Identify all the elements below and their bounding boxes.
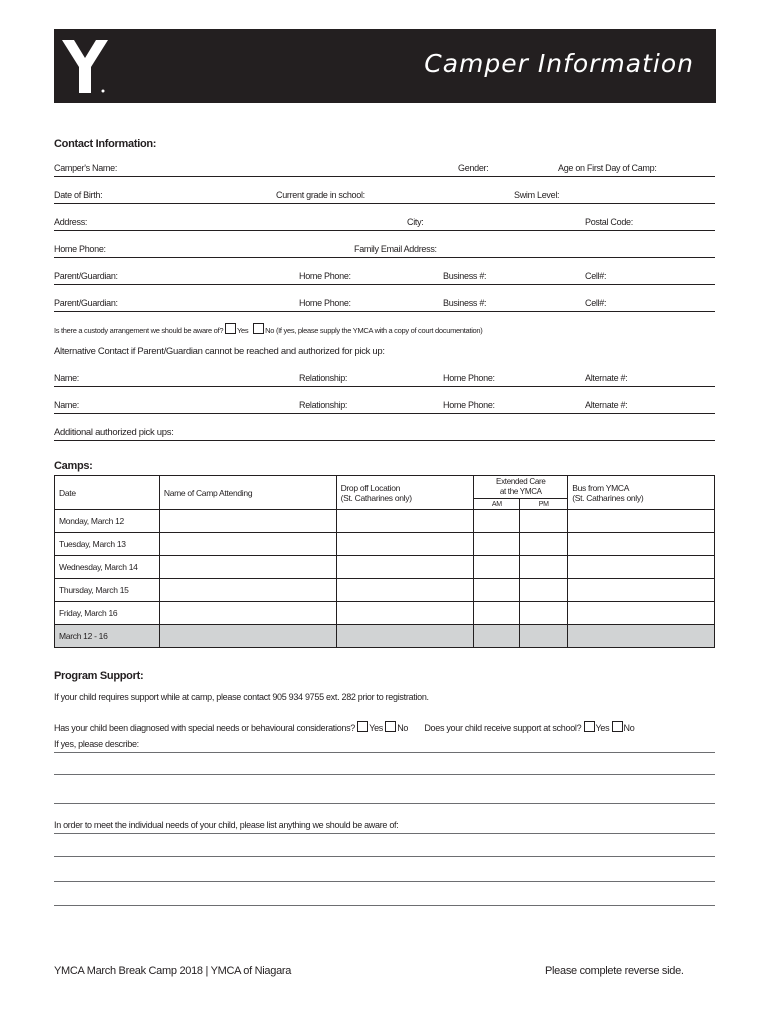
dropoff-cell[interactable]: [336, 625, 474, 648]
pm-cell[interactable]: [520, 556, 568, 579]
bus-cell[interactable]: [568, 602, 715, 625]
campers-name-label: Camper's Name:: [54, 163, 118, 173]
parent1-cell-label: Cell#:: [585, 271, 607, 281]
am-cell[interactable]: [474, 579, 520, 602]
am-cell[interactable]: [474, 533, 520, 556]
parent2-home-label: Home Phone:: [299, 298, 351, 308]
parent2-cell-label: Cell#:: [585, 298, 607, 308]
camps-section-title: Camps:: [54, 460, 93, 472]
describe-line-1[interactable]: [54, 752, 715, 753]
col-bus-line1: Bus from YMCA: [572, 482, 630, 493]
table-row-full-week: [55, 625, 715, 648]
alt1-line[interactable]: [54, 386, 715, 387]
school-no-label: No: [623, 723, 635, 733]
parent1-home-label: Home Phone:: [299, 271, 351, 281]
parent2-business-label: Business #:: [443, 298, 487, 308]
custody-row: [54, 323, 483, 335]
alt1-home-label: Home Phone:: [443, 373, 495, 383]
col-ext-line1: Extended Care: [496, 477, 546, 486]
diagnosed-yes-label: Yes: [369, 723, 384, 733]
dropoff-cell[interactable]: [336, 602, 474, 625]
col-date-header: Date: [55, 476, 160, 510]
camp-name-cell[interactable]: [159, 556, 336, 579]
col-dropoff-line1: Drop off Location: [340, 482, 401, 493]
dropoff-cell[interactable]: [336, 533, 474, 556]
table-row: [55, 602, 715, 625]
support-contact-line: If your child requires support while at camp, please contact 905 934 9755 ext. 282 prior to registration.: [54, 692, 429, 702]
grade-label: Current grade in school:: [276, 190, 365, 200]
dob-label: Date of Birth:: [54, 190, 103, 200]
alt2-name-label: Name:: [54, 400, 80, 410]
custody-note: (If yes, please supply the YMCA with a copy of court documentation): [275, 326, 483, 335]
pm-cell[interactable]: [520, 579, 568, 602]
needs-label: In order to meet the individual needs of your child, please list anything we should be aware of:: [54, 820, 399, 830]
school-no-checkbox[interactable]: [612, 721, 623, 732]
table-row: [55, 556, 715, 579]
table-row: [55, 510, 715, 533]
gender-label: Gender:: [458, 163, 489, 173]
row-date: Thursday, March 15: [55, 579, 160, 602]
contact-section-title: Contact Information:: [54, 138, 157, 150]
ymca-logo: [60, 36, 110, 94]
camps-header-row: [55, 476, 715, 499]
col-name-header: Name of Camp Attending: [159, 476, 336, 510]
am-cell[interactable]: [474, 625, 520, 648]
pm-cell[interactable]: [520, 602, 568, 625]
camp-name-cell[interactable]: [159, 625, 336, 648]
col-pm-header: PM: [520, 499, 568, 510]
age-label: Age on First Day of Camp:: [558, 163, 657, 173]
footer-left: YMCA March Break Camp 2018 | YMCA of Niagara: [54, 965, 292, 977]
parent1-label: Parent/Guardian:: [54, 271, 118, 281]
address-line[interactable]: [54, 230, 715, 231]
table-row: [55, 533, 715, 556]
col-dropoff-line2: (St. Catharines only): [340, 492, 412, 503]
col-dropoff-header: [336, 476, 474, 510]
home-phone-label: Home Phone:: [54, 244, 106, 254]
camps-table: [54, 475, 715, 648]
city-label: City:: [407, 217, 424, 227]
campers-name-line[interactable]: [54, 176, 715, 177]
col-bus-line2: (St. Catharines only): [572, 492, 644, 503]
row-date: Friday, March 16: [55, 602, 160, 625]
parent1-business-label: Business #:: [443, 271, 487, 281]
am-cell[interactable]: [474, 556, 520, 579]
alt2-alternate-label: Alternate #:: [585, 400, 628, 410]
describe-label: If yes, please describe:: [54, 739, 139, 749]
custody-question: Is there a custody arrangement we should be aware of?: [54, 326, 224, 335]
dropoff-cell[interactable]: [336, 510, 474, 533]
dob-line[interactable]: [54, 203, 715, 204]
additional-pickups-line[interactable]: [54, 440, 715, 441]
dropoff-cell[interactable]: [336, 579, 474, 602]
camp-name-cell[interactable]: [159, 510, 336, 533]
school-yes-checkbox[interactable]: [584, 721, 595, 732]
alt1-name-label: Name:: [54, 373, 80, 383]
needs-line-2[interactable]: [54, 856, 715, 857]
bus-cell[interactable]: [568, 510, 715, 533]
needs-line-3[interactable]: [54, 881, 715, 882]
needs-line-4[interactable]: [54, 905, 715, 906]
camp-name-cell[interactable]: [159, 533, 336, 556]
home-phone-line[interactable]: [54, 257, 715, 258]
diagnosed-no-checkbox[interactable]: [385, 721, 396, 732]
row-date: Wednesday, March 14: [55, 556, 160, 579]
custody-no-checkbox[interactable]: [253, 323, 264, 334]
col-bus-header: [568, 476, 715, 510]
alt2-home-label: Home Phone:: [443, 400, 495, 410]
address-label: Address:: [54, 217, 88, 227]
dropoff-cell[interactable]: [336, 556, 474, 579]
alt1-relationship-label: Relationship:: [299, 373, 348, 383]
additional-pickups-label: Additional authorized pick ups:: [54, 427, 174, 438]
col-ext-care-header: [474, 476, 568, 499]
bus-cell[interactable]: [568, 533, 715, 556]
needs-line-1[interactable]: [54, 833, 715, 834]
alt2-relationship-label: Relationship:: [299, 400, 348, 410]
parent2-label: Parent/Guardian:: [54, 298, 118, 308]
alt1-alternate-label: Alternate #:: [585, 373, 628, 383]
diagnosed-yes-checkbox[interactable]: [357, 721, 368, 732]
header-banner: [54, 29, 716, 103]
camp-name-cell[interactable]: [159, 602, 336, 625]
diagnosed-row: [54, 721, 634, 733]
custody-yes-label: Yes: [237, 326, 249, 335]
parent2-line[interactable]: [54, 311, 715, 312]
pm-cell[interactable]: [520, 510, 568, 533]
family-email-label: Family Email Address:: [354, 244, 437, 254]
alt2-line[interactable]: [54, 413, 715, 414]
table-row: [55, 579, 715, 602]
bus-cell[interactable]: [568, 579, 715, 602]
row-date: Tuesday, March 13: [55, 533, 160, 556]
bus-cell[interactable]: [568, 625, 715, 648]
footer-right: Please complete reverse side.: [545, 965, 684, 977]
alt-contact-heading: Alternative Contact if Parent/Guardian cannot be reached and authorized for pick up:: [54, 346, 385, 357]
col-ext-line2: at the YMCA: [499, 487, 542, 496]
pm-cell[interactable]: [520, 533, 568, 556]
col-am-header: AM: [474, 499, 520, 510]
page-title: Camper Information: [424, 49, 694, 78]
support-section-title: Program Support:: [54, 670, 144, 682]
custody-no-label: No: [265, 326, 275, 335]
describe-line-2[interactable]: [54, 774, 715, 775]
pm-cell[interactable]: [520, 625, 568, 648]
row-date: March 12 - 16: [55, 625, 160, 648]
diagnosed-question: Has your child been diagnosed with special needs or behavioural considerations?: [54, 723, 356, 733]
am-cell[interactable]: [474, 510, 520, 533]
camp-name-cell[interactable]: [159, 579, 336, 602]
swim-label: Swim Level:: [514, 190, 560, 200]
am-cell[interactable]: [474, 602, 520, 625]
school-yes-label: Yes: [595, 723, 610, 733]
diagnosed-no-label: No: [397, 723, 409, 733]
bus-cell[interactable]: [568, 556, 715, 579]
row-date: Monday, March 12: [55, 510, 160, 533]
parent1-line[interactable]: [54, 284, 715, 285]
postal-label: Postal Code:: [585, 217, 633, 227]
describe-line-3[interactable]: [54, 803, 715, 804]
custody-yes-checkbox[interactable]: [225, 323, 236, 334]
school-question: Does your child receive support at school?: [424, 723, 582, 733]
